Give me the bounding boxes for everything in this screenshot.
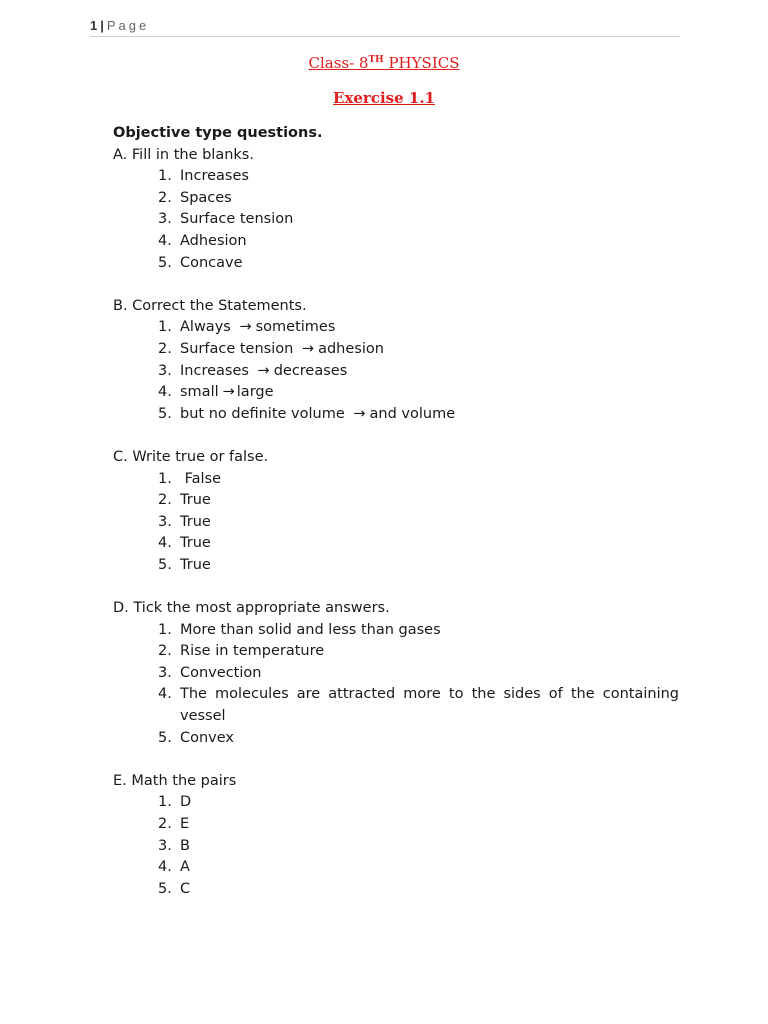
list-item: 4. A [158,859,190,876]
list-item: 2. Spaces [158,189,232,206]
list-item: 3. Surface tension [158,211,294,228]
arrow-icon: → [257,362,270,379]
list-item: 3. Increases → decreases [158,362,348,379]
list-item: 5. True [158,556,211,573]
list-item: 1. False [158,470,222,487]
list-item: 5. Convex [158,729,235,746]
list-item: 2. True [158,492,211,509]
section-d [113,598,679,749]
arrow-icon: → [301,340,315,357]
list-item: 3. Convection [158,664,262,681]
list-item: 1. More than solid and less than gases [158,621,441,638]
list-item: 5. but no definite volume → and volume [158,405,456,422]
section-heading: D. Tick the most appropriate answers. [113,600,390,617]
list-item: 5. C [158,880,191,897]
document-body [113,123,679,900]
list-item: 4. small → large [158,384,274,401]
list-item: 2. Surface tension → adhesion [158,340,384,357]
class-text: Class- 8 [308,54,369,72]
list-item: 2. Rise in temperature [158,643,325,660]
page-number: 1 [90,18,98,33]
class-superscript: TH [368,55,384,65]
class-title [0,54,768,72]
list-item: 1. Increases [158,168,249,185]
list-item: 1. Always → sometimes [158,319,336,336]
section-c [113,447,679,577]
section-a [113,145,679,275]
objective-heading: Objective type questions. [113,125,323,141]
list-item: 4. The molecules are attracted more to the sides of the containing vessel [158,686,679,725]
arrow-icon: → [353,405,366,422]
page-separator: | [100,18,104,33]
arrow-icon: → [222,384,235,401]
list-item: 4. True [158,535,211,552]
list-item: 2. E [158,816,190,832]
arrow-icon: → [239,319,252,336]
page-header [90,18,680,37]
subject-title: PHYSICS [388,54,460,72]
section-heading: E. Math the pairs [113,772,237,789]
list-item: 1. D [158,794,192,811]
list-item: 5. Concave [158,254,243,271]
list-item: 3. True [158,513,211,530]
list-item: 4. Adhesion [158,232,247,249]
page-label: Page [106,18,150,33]
section-heading: A. Fill in the blanks. [113,146,254,163]
exercise-title: Exercise 1.1 [333,89,435,107]
section-heading: C. Write true or false. [113,448,269,465]
section-heading: B. Correct the Statements. [113,297,307,314]
section-e [113,771,679,901]
list-item: 3. B [158,837,190,854]
section-b [113,296,679,426]
